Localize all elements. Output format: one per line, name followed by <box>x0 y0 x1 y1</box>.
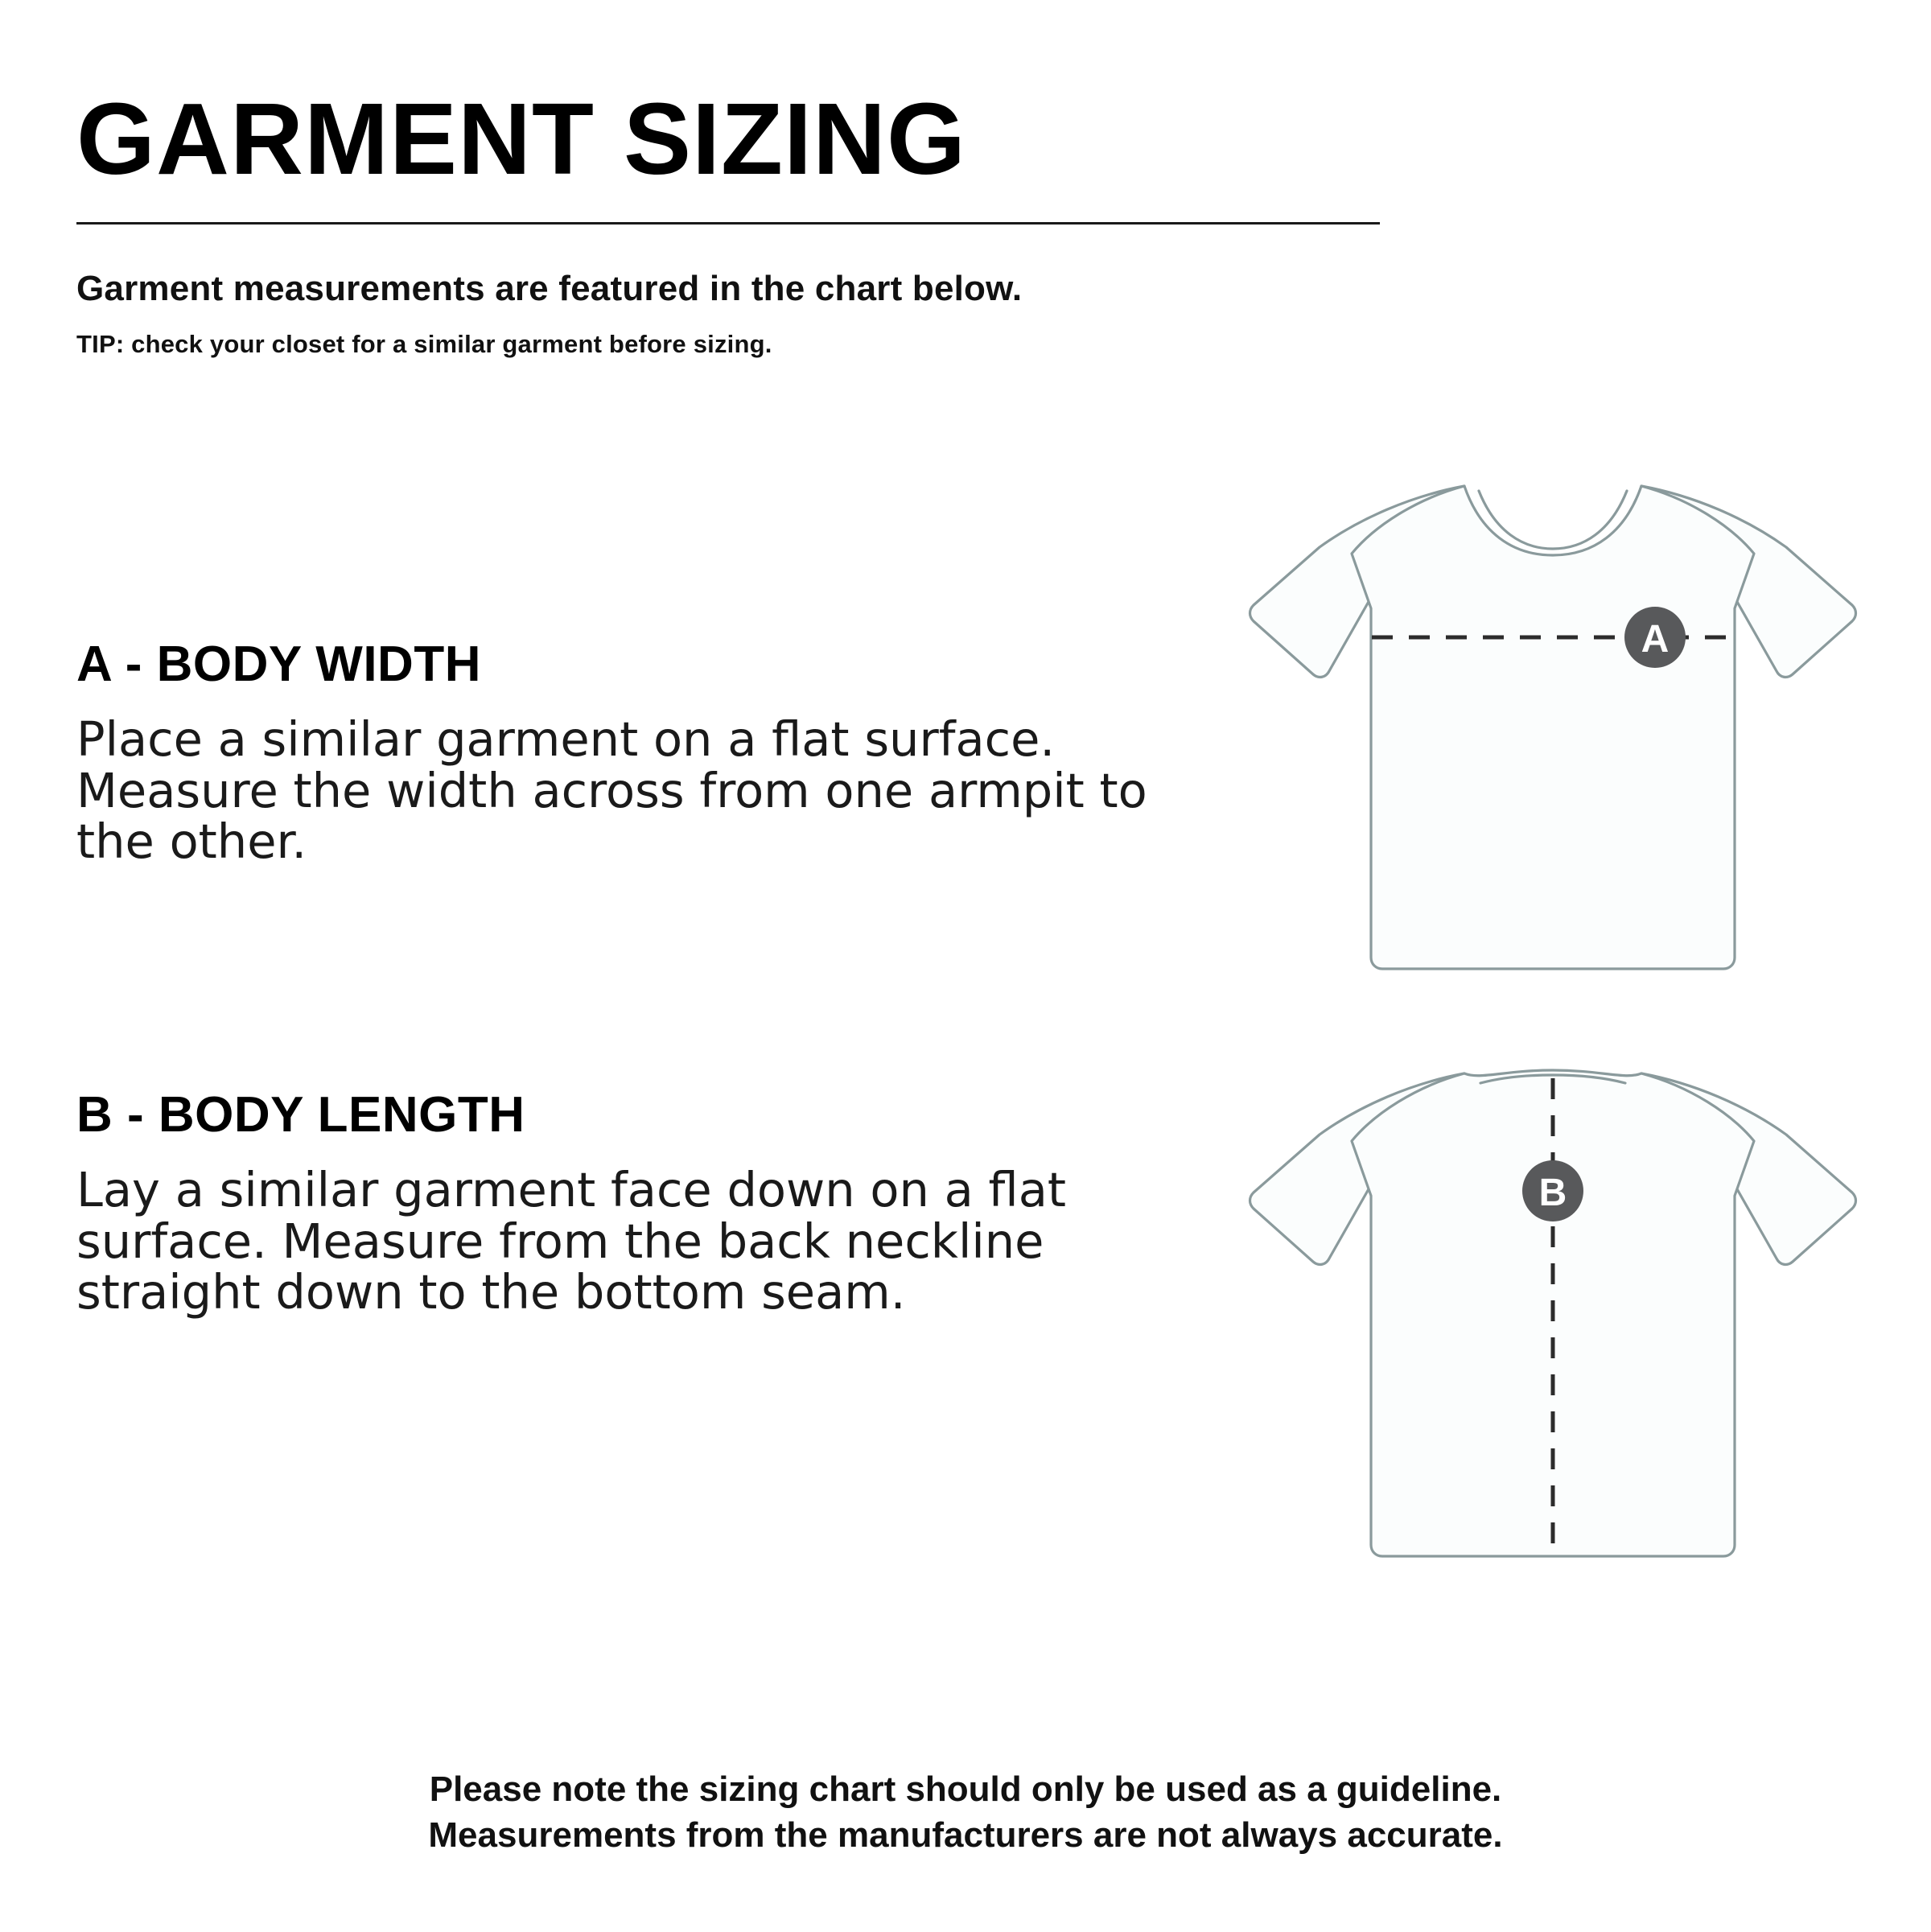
section-b-body: Lay a similar garment face down on a flat surface. Measure from the back neckline straight down to the bottom seam. <box>76 1162 1067 1320</box>
header-tip: TIP: check your closet for a similar garment before sizing. <box>76 330 772 358</box>
section-a-body: Place a similar garment on a flat surface. Measure the width across from one armpit to the other. <box>76 711 1147 870</box>
section-a-heading: A - BODY WIDTH <box>76 636 481 692</box>
badge-a-label: A <box>1641 618 1670 661</box>
footer-line-1: Please note the sizing chart should only be used as a guideline. <box>429 1769 1502 1809</box>
header-subtitle: Garment measurements are featured in the chart below. <box>76 269 1023 308</box>
footer-line-2: Measurements from the manufacturers are not always accurate. <box>428 1815 1503 1856</box>
section-b-heading: B - BODY LENGTH <box>76 1087 525 1143</box>
title-divider <box>76 222 1380 225</box>
page-title: GARMENT SIZING <box>76 82 966 196</box>
header <box>76 82 1396 359</box>
section-body-width <box>76 636 1227 870</box>
footer-disclaimer <box>0 1766 1931 1858</box>
badge-b-label: B <box>1538 1172 1567 1214</box>
tshirt-front-illustration <box>1239 459 1867 993</box>
tshirt-back-illustration <box>1239 1046 1867 1580</box>
section-body-length <box>76 1086 1227 1318</box>
